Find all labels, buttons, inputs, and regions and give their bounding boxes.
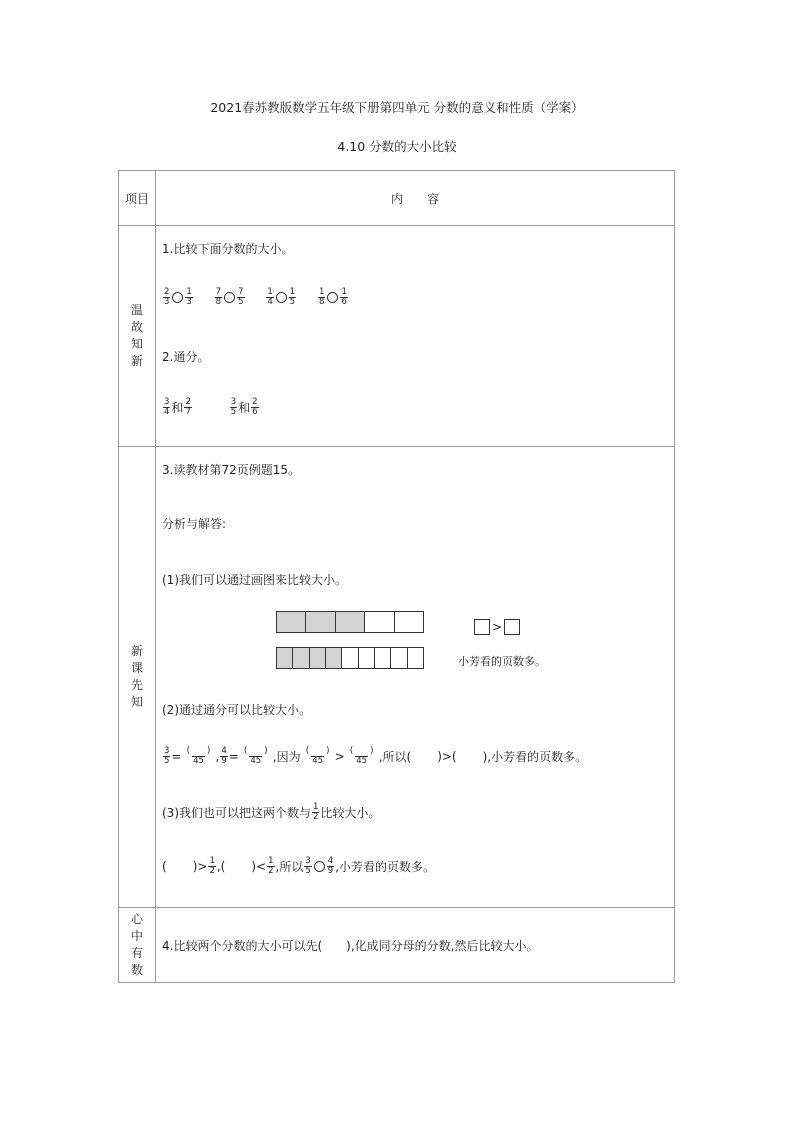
analysis-heading: 分析与解答: [162,517,227,531]
fraction: $\frac{1}{6}$ [341,287,347,307]
fraction: $\frac{3}{5}$ [230,397,237,417]
question-2: 2.通分。 [162,350,210,364]
question-3: 3.读教材第72页例题15。 [162,463,300,477]
compare-circle[interactable] [276,292,287,303]
bar-segment-shaded [336,612,365,632]
answer-box[interactable] [504,619,520,635]
step-1-text: (1)我们可以通过画图来比较大小。 [162,573,347,587]
document-title: 2021春苏教版数学五年级下册第四单元 分数的意义和性质（学案） [210,100,584,115]
compare-circle[interactable] [314,861,325,872]
step-3-text: (3)我们也可以把这两个数与 $\frac{1}{2}$ 比较大小。 [162,802,381,822]
bar-segment-shaded [326,648,342,668]
preview-label-cell [119,447,156,908]
fraction: $\frac{1}{5}$ [289,287,296,307]
compare-circle[interactable] [224,292,235,303]
fraction: $\frac{1}{8}$ [319,287,325,307]
bar-segment [365,612,394,632]
worksheet-table [118,170,675,983]
fraction: $\frac{1}{3}$ [186,287,192,307]
fraction: $\frac{1}{4}$ [267,287,273,307]
compare-boxes: > [474,619,520,635]
fraction: $\frac{1}{2}$ [209,856,215,876]
bar-segment [391,648,407,668]
bar-segment [342,648,358,668]
fraction: $\frac{3}{5}$ [305,856,311,876]
blank-fraction[interactable]: $\frac{( )}{45}$ [305,746,330,766]
review-content-cell [156,226,675,447]
summary-label-cell [119,908,156,983]
blank-fraction[interactable]: $\frac{( )}{45}$ [243,746,268,766]
bar-segment [408,648,423,668]
compare-pair [162,287,198,307]
fraction: $\frac{7}{5}$ [238,287,244,307]
result-note: 小芳看的页数多。 [458,655,546,668]
fraction: $\frac{3}{4}$ [164,397,170,417]
blank-fraction[interactable]: $\frac{( )}{45}$ [349,746,374,766]
column-header-content: 内 容 [390,191,439,206]
fraction: $\frac{2}{7}$ [185,397,191,417]
fraction: $\frac{4}{9}$ [327,856,334,876]
bar-segment-shaded [277,648,293,668]
fraction: $\frac{7}{8}$ [215,287,222,307]
bar-segment [359,648,375,668]
preview-content-cell [156,447,675,908]
fraction-bar-ninths [276,647,424,669]
lesson-title: 4.10 分数的大小比较 [337,139,457,154]
bar-segment-shaded [277,612,306,632]
section-label-preview: 新课先知 [130,644,143,709]
fraction: $\frac{2}{3}$ [164,287,170,307]
step-2-text: (2)通过通分可以比较大小。 [162,703,311,717]
header-item-cell [119,171,156,226]
bar-segment-shaded [310,648,326,668]
fraction: $\frac{4}{9}$ [221,746,227,766]
step-2-equation: $\frac{3}{5}$ = $\frac{( )}{45}$ , $\frac{4}{9}$ = $\frac{( )}{45}$ ,因为 $\frac{( )}{45}$ > $\frac{( )}{45}$ ,所以( )>( ),小芳看的页数多。 [164,746,588,766]
question-1: 1.比较下面分数的大小。 [162,242,294,256]
compare-circle[interactable] [327,292,338,303]
bar-segment [375,648,391,668]
compare-circle[interactable] [172,292,183,303]
answer-box[interactable] [474,619,490,635]
bar-segment-shaded [306,612,335,632]
step-3-equation: ( )> $\frac{1}{2}$ ,( )< $\frac{1}{2}$ ,所以 $\frac{3}{5}$ $\frac{4}{9}$ ,小芳看的页数多。 [162,856,436,876]
fraction: $\frac{2}{6}$ [252,397,258,417]
fraction: $\frac{3}{5}$ [164,746,170,766]
section-label-review: 温故知新 [130,303,143,368]
question-4: 4.比较两个分数的大小可以先( ),化成同分母的分数,然后比较大小。 [162,938,539,953]
compare-pair [214,287,250,307]
bar-segment [395,612,423,632]
compare-pair [265,287,301,307]
header-content-cell [156,171,675,226]
summary-content-cell [156,908,675,983]
tongfen-pair: $\frac{3}{4}$ 和 $\frac{2}{7}$ [164,397,191,417]
fraction: $\frac{1}{2}$ [268,856,274,876]
bar-segment-shaded [293,648,309,668]
fraction: $\frac{1}{2}$ [313,802,319,822]
tongfen-pair: $\frac{3}{5}$ 和 $\frac{2}{6}$ [230,397,258,417]
compare-pair [317,287,349,307]
section-label-summary: 心中有数 [130,912,143,977]
compare-row [162,288,349,307]
column-header-item: 项目 [124,191,149,206]
fraction-bar-fifths [276,611,424,633]
review-label-cell [119,226,156,447]
blank-fraction[interactable]: $\frac{( )}{45}$ [186,746,211,766]
tongfen-row [162,398,260,417]
